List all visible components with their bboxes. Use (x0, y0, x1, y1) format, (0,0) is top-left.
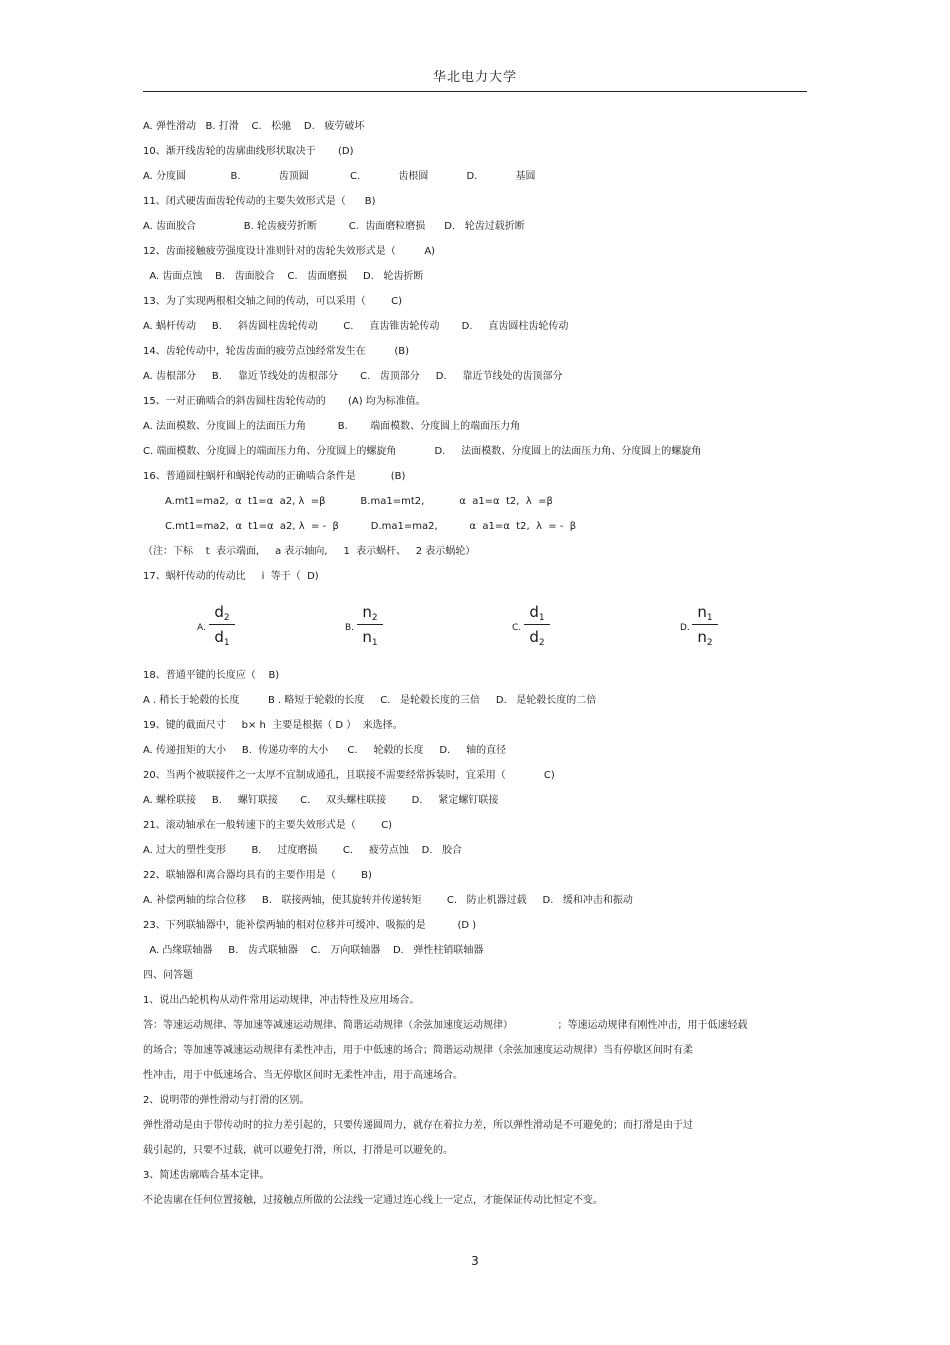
denominator: d (214, 628, 224, 646)
text-line: A. 补偿两轴的综合位移 B. 联接两轴，使其旋转并传递转矩 C. 防止机器过载 D. 缓和冲击和振动 (143, 895, 633, 906)
text-line: C. 端面模数、分度圆上的端面压力角、分度圆上的螺旋角 D. 法面模数、分度圆上的法面压力角、分度圆上的螺旋角 (143, 446, 702, 457)
numerator-subscript: 2 (371, 613, 378, 623)
numerator: d (529, 603, 539, 621)
text-line: A. 齿面点蚀 B. 齿面胶合 C. 齿面磨损 D. 轮齿折断 (143, 271, 424, 282)
fraction-bar (357, 624, 383, 625)
answer-line: 性冲击，用于中低速场合、当无停歇区间时无柔性冲击，用于高速场合。 (143, 1070, 463, 1081)
denominator-subscript: 2 (706, 638, 713, 648)
text-line: A. 蜗杆传动 B. 斜齿圆柱齿轮传动 C. 直齿锥齿轮传动 D. 直齿圆柱齿轮传动 (143, 321, 569, 332)
denominator-subscript: 1 (223, 638, 230, 648)
question-14: 14、齿轮传动中，轮齿齿面的疲劳点蚀经常发生在 (B) (143, 346, 409, 357)
qa-question-3: 3、简述齿廓啮合基本定律。 (143, 1170, 270, 1181)
answer-line: 不论齿廓在任何位置接触，过接触点所做的公法线一定通过连心线上一定点，才能保证传动比恒定不变。 (143, 1195, 603, 1206)
denominator-subscript: 2 (538, 638, 545, 648)
text-line: A . 稍长于轮毂的长度 B . 略短于轮毂的长度 C. 是轮毂长度的三倍 D. 是轮毂长度的二倍 (143, 695, 597, 706)
question-13: 13、为了实现两根相交轴之间的传动，可以采用（ C) (143, 296, 403, 307)
text-line: A.mt1=ma2, α t1=α a2, λ =β B.ma1=mt2, α a1=α t2, λ =β (165, 496, 553, 507)
denominator: n (697, 628, 707, 646)
numerator: d (214, 603, 224, 621)
fraction-bar (209, 624, 235, 625)
fraction-bar (692, 624, 718, 625)
question-21: 21、滚动轴承在一般转速下的主要失效形式是（ C) (143, 820, 393, 831)
text-line: A. 齿根部分 B. 靠近节线处的齿根部分 C. 齿顶部分 D. 靠近节线处的齿顶部分 (143, 371, 563, 382)
fraction-bar (524, 624, 550, 625)
option-label: B. (345, 623, 355, 633)
answer-line: 载引起的，只要不过载，就可以避免打滑，所以，打滑是可以避免的。 (143, 1145, 453, 1156)
text-line: A. 过大的塑性变形 B. 过度磨损 C. 疲劳点蚀 D. 胶合 (143, 845, 462, 856)
text-line: A. 齿面胶合 B. 轮齿疲劳折断 C. 齿面磨粒磨损 D. 轮齿过载折断 (143, 221, 525, 232)
page-header-title: 华北电力大学 (432, 70, 517, 85)
numerator-subscript: 1 (706, 613, 713, 623)
question-11: 11、闭式硬齿面齿轮传动的主要失效形式是（ B) (143, 196, 376, 207)
denominator-subscript: 1 (371, 638, 378, 648)
question-17: 17、蜗杆传动的传动比 i 等于（ D) (143, 571, 319, 582)
header-rule (143, 91, 807, 92)
fraction (524, 603, 550, 647)
option-label: A. (197, 623, 206, 633)
option-label: D. (680, 623, 690, 633)
option-label: C. (512, 623, 522, 633)
fraction (209, 603, 235, 647)
text-line: A. 分度圆 B. 齿顶圆 C. 齿根圆 D. 基圆 (143, 171, 536, 182)
denominator: d (529, 628, 539, 646)
note-line: （注：下标 t 表示端面, a 表示轴向, 1 表示蜗杆、 2 表示蜗轮） (143, 546, 476, 557)
qa-question-1: 1、说出凸轮机构从动件常用运动规律，冲击特性及应用场合。 (143, 995, 420, 1006)
text-line: A. 法面模数、分度圆上的法面压力角 B. 端面模数、分度圆上的端面压力角 (143, 421, 521, 432)
numerator: n (362, 603, 372, 621)
text-line: A. 传递扭矩的大小 B. 传递功率的大小 C. 轮毂的长度 D. 轴的直径 (143, 745, 507, 756)
question-16: 16、普通圆柱蜗杆和蜗轮传动的正确啮合条件是 (B) (143, 471, 406, 482)
question-22: 22、联轴器和离合器均具有的主要作用是（ B) (143, 870, 372, 881)
section-heading: 四、问答题 (143, 970, 193, 981)
question-23: 23、下列联轴器中，能补偿两轴的相对位移并可缓冲、吸振的是 (D ) (143, 920, 477, 931)
question-12: 12、齿面接触疲劳强度设计准则针对的齿轮失效形式是（ A) (143, 246, 436, 257)
qa-question-2: 2、说明带的弹性滑动与打滑的区别。 (143, 1095, 310, 1106)
answer-line: 答：等速运动规律、等加速等减速运动规律、简谐运动规律（余弦加速度运动规律） ；等速运动规律有刚性冲击，用于低速轻载 (143, 1020, 748, 1031)
text-line: A. 弹性滑动 B. 打滑 C. 松驰 D. 疲劳破坏 (143, 121, 365, 132)
question-19: 19、键的截面尺寸 b× h 主要是根据（ D ） 来选择。 (143, 720, 403, 731)
text-line: A. 凸缘联轴器 B. 齿式联轴器 C. 万向联轴器 D. 弹性柱销联轴器 (143, 945, 484, 956)
denominator: n (362, 628, 372, 646)
numerator-subscript: 2 (223, 613, 230, 623)
text-line: C.mt1=ma2, α t1=α a2, λ = - β D.ma1=ma2, α a1=α t2, λ = - β (165, 521, 577, 532)
answer-line: 弹性滑动是由于带传动时的拉力差引起的，只要传递圆周力，就存在着拉力差，所以弹性滑动是不可避免的；而打滑是由于过 (143, 1120, 693, 1131)
text-line: A. 螺栓联接 B. 螺钉联接 C. 双头螺柱联接 D. 紧定螺钉联接 (143, 795, 499, 806)
numerator-subscript: 1 (538, 613, 545, 623)
question-20: 20、当两个被联接件之一太厚不宜制成通孔，且联接不需要经常拆装时，宜采用（ C) (143, 770, 555, 781)
question-18: 18、普通平键的长度应（ B) (143, 670, 280, 681)
fraction (357, 603, 383, 647)
answer-line: 的场合；等加速等减速运动规律有柔性冲击，用于中低速的场合；简谐运动规律（余弦加速度运动规律）当有停歇区间时有柔 (143, 1045, 693, 1056)
question-15: 15、一对正确啮合的斜齿圆柱齿轮传动的 (A) 均为标准值。 (143, 396, 426, 407)
fraction (692, 603, 718, 647)
numerator: n (697, 603, 707, 621)
question-10: 10、渐开线齿轮的齿廓曲线形状取决于 (D) (143, 146, 354, 157)
page-number: 3 (471, 1254, 479, 1268)
